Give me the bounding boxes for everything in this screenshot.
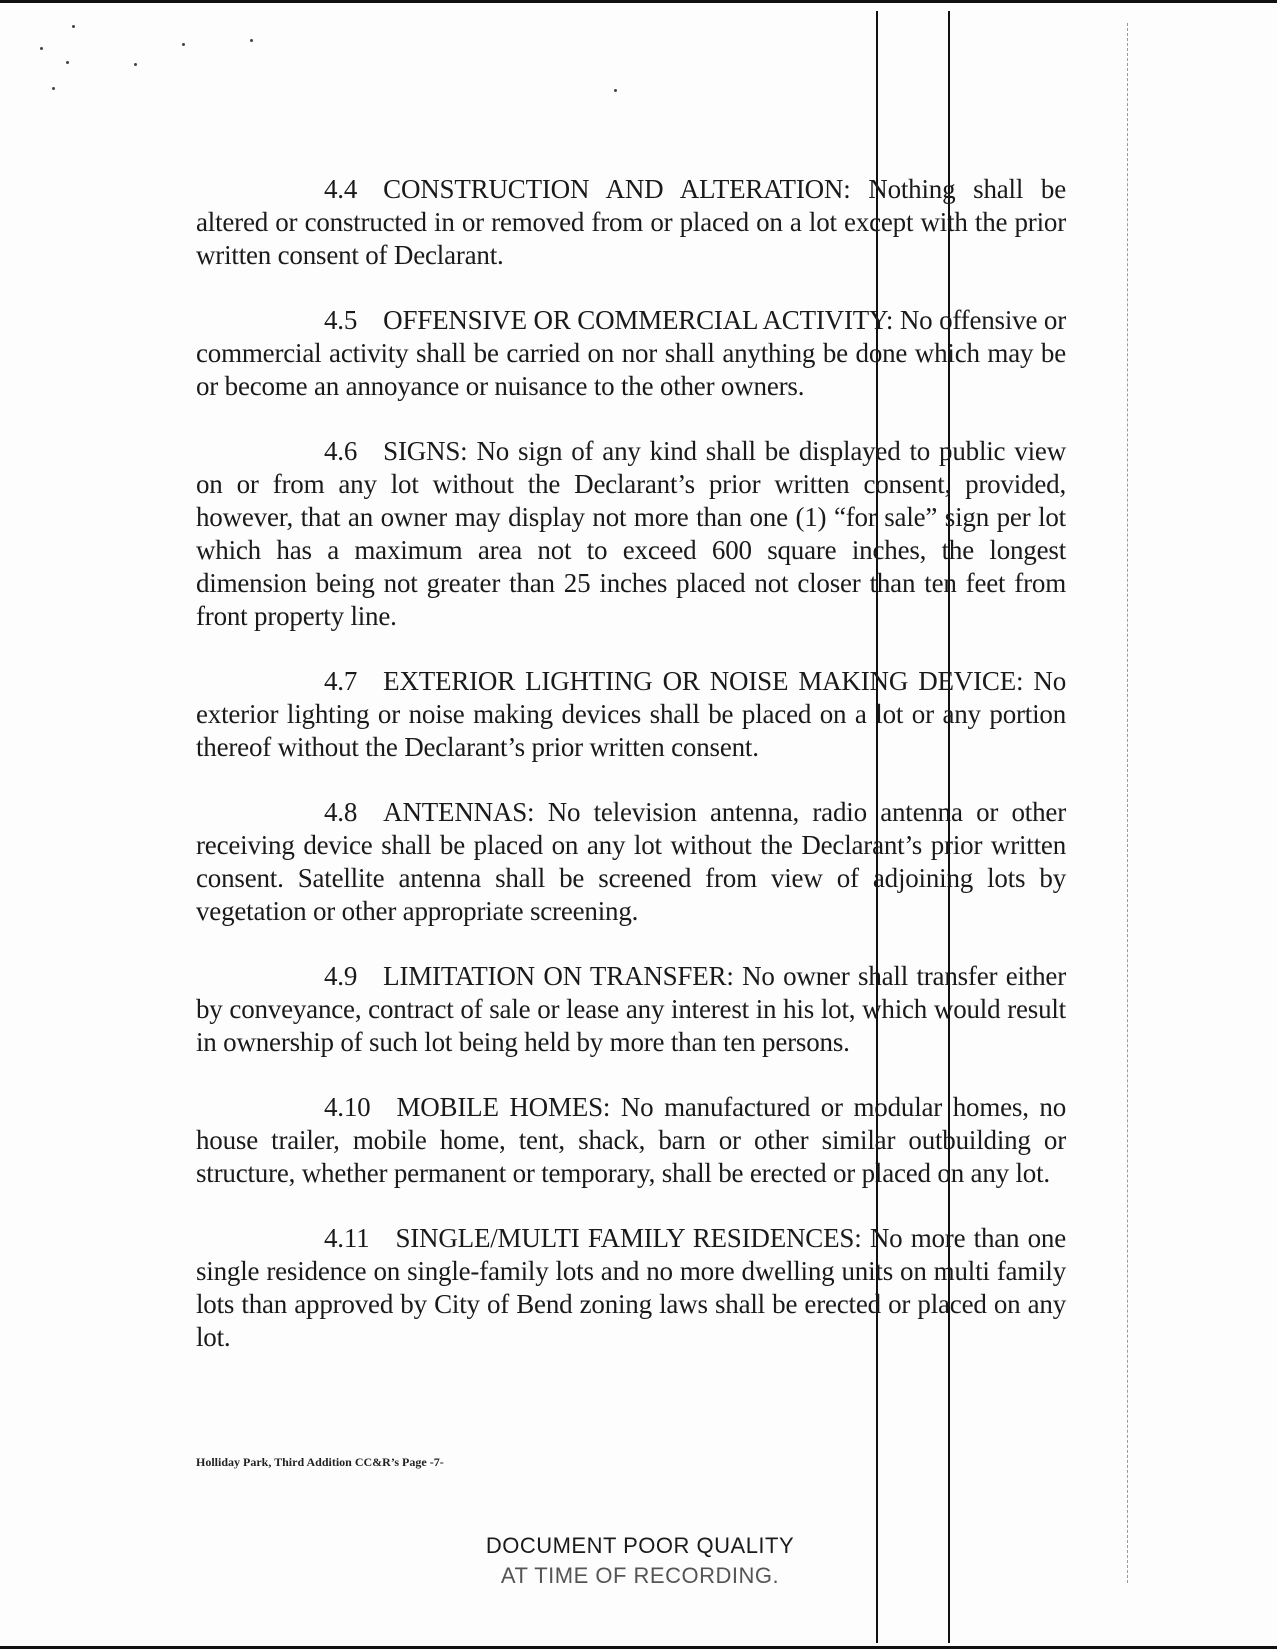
section-paragraph bbox=[196, 173, 1066, 272]
section-paragraph bbox=[196, 435, 1066, 633]
scan-speck bbox=[134, 63, 137, 66]
section-title: SIGNS: bbox=[383, 436, 468, 466]
scan-speck bbox=[72, 25, 75, 28]
section-4-7 bbox=[196, 665, 1066, 764]
section-text: No owner shall transfer either by conveyance, contract of sale or lease any interest in his lot, which would result in ownership of such lot being held by more than ten persons. bbox=[196, 961, 1066, 1057]
scan-artifact-edge bbox=[1127, 23, 1128, 1583]
section-title: EXTERIOR LIGHTING OR NOISE MAKING DEVICE: bbox=[383, 666, 1024, 696]
scan-speck bbox=[250, 39, 253, 42]
section-number: 4.8 bbox=[324, 797, 358, 827]
section-title: MOBILE HOMES: bbox=[396, 1092, 611, 1122]
section-number: 4.6 bbox=[324, 436, 358, 466]
section-title: LIMITATION ON TRANSFER: bbox=[383, 961, 734, 991]
section-4-9 bbox=[196, 960, 1066, 1059]
footer-page-reference: Holliday Park, Third Addition CC&R’s Page -7- bbox=[196, 1455, 444, 1469]
section-4-5 bbox=[196, 304, 1066, 403]
section-paragraph bbox=[196, 960, 1066, 1059]
covenant-sections bbox=[196, 173, 1066, 1386]
section-text: No manufactured or modular homes, no house trailer, mobile home, tent, shack, barn or other similar outbuilding or structure, whether permanent or temporary, shall be erected or placed on any lot. bbox=[196, 1092, 1066, 1188]
section-4-6 bbox=[196, 435, 1066, 633]
scan-speck bbox=[614, 89, 617, 92]
stamp-line-2: AT TIME OF RECORDING. bbox=[500, 1563, 780, 1588]
section-4-10 bbox=[196, 1091, 1066, 1190]
section-number: 4.9 bbox=[324, 961, 358, 991]
section-paragraph bbox=[196, 1091, 1066, 1190]
section-number: 4.4 bbox=[324, 174, 358, 204]
section-number: 4.11 bbox=[324, 1223, 370, 1253]
section-paragraph bbox=[196, 665, 1066, 764]
section-4-11 bbox=[196, 1222, 1066, 1354]
scan-speck bbox=[182, 43, 185, 46]
section-number: 4.5 bbox=[324, 305, 358, 335]
section-text: No more than one single residence on single-family lots and no more dwelling units on multi family lots than approved by City of Bend zoning laws shall be erected or placed on any lot. bbox=[196, 1223, 1066, 1352]
section-paragraph bbox=[196, 1222, 1066, 1354]
section-4-8 bbox=[196, 796, 1066, 928]
section-title: ANTENNAS: bbox=[383, 797, 535, 827]
section-paragraph bbox=[196, 304, 1066, 403]
section-number: 4.7 bbox=[324, 666, 358, 696]
stamp-line-1: DOCUMENT POOR QUALITY bbox=[485, 1533, 795, 1558]
section-text: No sign of any kind shall be displayed to public view on or from any lot without the Declarant’s prior written consent, provided, however, that an owner may display not more than one (1) “for sale” sign per lot which has a maximum area not to exceed 600 square inches, the longest dimension being not greater than 25 inches placed not closer than ten feet from front property line. bbox=[196, 436, 1066, 631]
section-title: OFFENSIVE OR COMMERCIAL ACTIVITY: bbox=[383, 305, 894, 335]
scan-speck bbox=[66, 61, 69, 64]
recording-stamp bbox=[440, 1531, 840, 1591]
section-title: CONSTRUCTION AND ALTERATION: bbox=[383, 174, 851, 204]
section-text: No exterior lighting or noise making devices shall be placed on a lot or any portion thereof without the Declarant’s prior written consent. bbox=[196, 666, 1066, 762]
section-4-4 bbox=[196, 173, 1066, 272]
section-text: Nothing shall be altered or constructed in or removed from or placed on a lot except with the prior written consent of Declarant. bbox=[196, 174, 1066, 270]
section-text: No offensive or commercial activity shall be carried on nor shall anything be done which may be or become an annoyance or nuisance to the other owners. bbox=[196, 305, 1066, 401]
section-title: SINGLE/MULTI FAMILY RESIDENCES: bbox=[395, 1223, 862, 1253]
scan-speck bbox=[40, 47, 43, 50]
scan-speck bbox=[52, 87, 55, 90]
section-text: No television antenna, radio antenna or other receiving device shall be placed on any lot without the Declarant’s prior written consent. Satellite antenna shall be screened from view of adjoining lots by vegetation or other appropriate screening. bbox=[196, 797, 1066, 926]
section-number: 4.10 bbox=[324, 1092, 371, 1122]
section-paragraph bbox=[196, 796, 1066, 928]
